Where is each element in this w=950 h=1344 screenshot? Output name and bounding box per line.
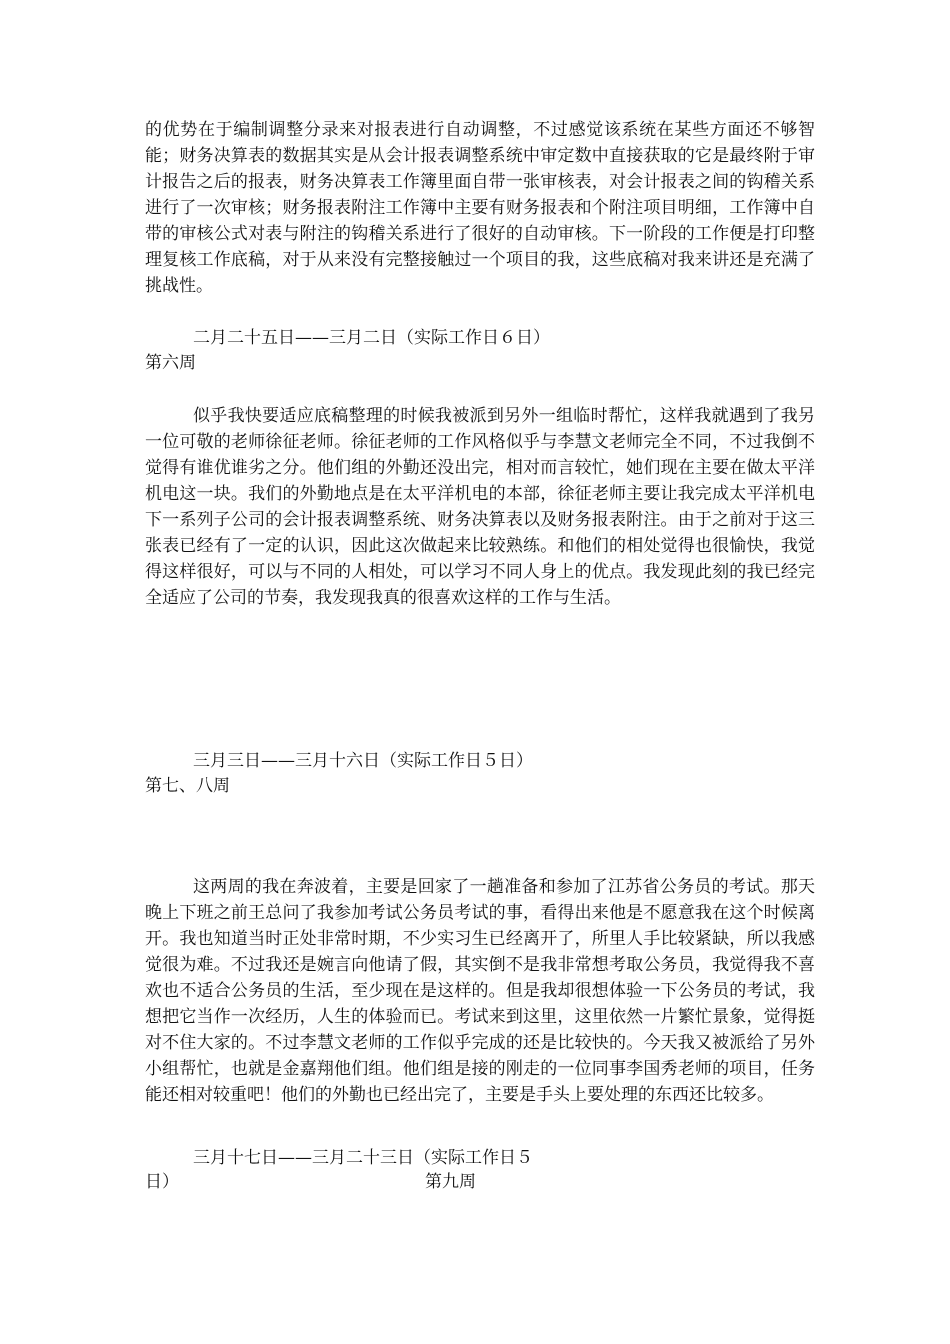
- week-nine-label: 第九周: [425, 1172, 476, 1192]
- week-six-label: 第六周: [145, 353, 196, 373]
- week-seven-eight-label: 第七、八周: [145, 776, 230, 796]
- paragraph-system-review: 的优势在于编制调整分录来对报表进行自动调整，不过感觉该系统在某些方面还不够智能；财务决算表的数据其实是从会计报表调整系统中审定数中直接获取的它是最终附于审计报告之后的报表，财务决算表工作簿里面自带一张审核表，对会计报表之间的钩稽关系进行了一次审核；财务报表附注工作簿中主要有财务报表和个附注项目明细，工作簿中自带的审核公式对表与附注的钩稽关系进行了很好的自动审核。下一阶段的工作便是打印整理复核工作底稿，对于从来没有完整接触过一个项目的我，这些底稿对我来讲还是充满了挑战性。: [145, 120, 815, 296]
- week-nine-date-range: 三月十七日——三月二十三日（实际工作日５: [193, 1148, 533, 1168]
- paragraph-week-six: 似乎我快要适应底稿整理的时候我被派到另外一组临时帮忙，这样我就遇到了我另一位可敬的老师徐征老师。徐征老师的工作风格似乎与李慧文老师完全不同，不过我倒不觉得有谁优谁劣之分。他们组的外勤还没出完，相对而言较忙，她们现在主要在做太平洋机电这一块。我们的外勤地点是在太平洋机电的本部，徐征老师主要让我完成太平洋机电下一系列子公司的会计报表调整系统、财务决算表以及财务报表附注。由于之前对于这三张表已经有了一定的认识，因此这次做起来比较熟练。和他们的相处觉得也很愉快，我觉得这样很好，可以与不同的人相处，可以学习不同人身上的优点。我发现此刻的我已经完全适应了公司的节奏，我发现我真的很喜欢这样的工作与生活。: [145, 406, 815, 608]
- week-nine-date-range-end: 日）: [145, 1172, 179, 1192]
- paragraph-week-seven-eight: 这两周的我在奔波着，主要是回家了一趟准备和参加了江苏省公务员的考试。那天晚上下班之前王总问了我参加考试公务员考试的事，看得出来他是不愿意我在这个时候离开。我也知道当时正处非常时期，不少实习生已经离开了，所里人手比较紧缺，所以我感觉很为难。不过我还是婉言向他请了假，其实倒不是我非常想考取公务员，我觉得我不喜欢也不适合公务员的生活，至少现在是这样的。但是我却很想体验一下公务员的考试，我想把它当作一次经历，人生的体验而已。考试来到这里，这里依然一片繁忙景象，觉得挺对不住大家的。不过李慧文老师的工作似乎完成的还是比较快的。今天我又被派给了另外小组帮忙，也就是金嘉翔他们组。他们组是接的刚走的一位同事李国秀老师的项目，任务能还相对较重吧！他们的外勤也已经出完了，主要是手头上要处理的东西还比较多。: [145, 877, 815, 1105]
- week-six-date-range: 二月二十五日——三月二日（实际工作日６日）: [193, 328, 550, 348]
- week-seven-eight-date-range: 三月三日——三月十六日（实际工作日５日）: [193, 751, 533, 771]
